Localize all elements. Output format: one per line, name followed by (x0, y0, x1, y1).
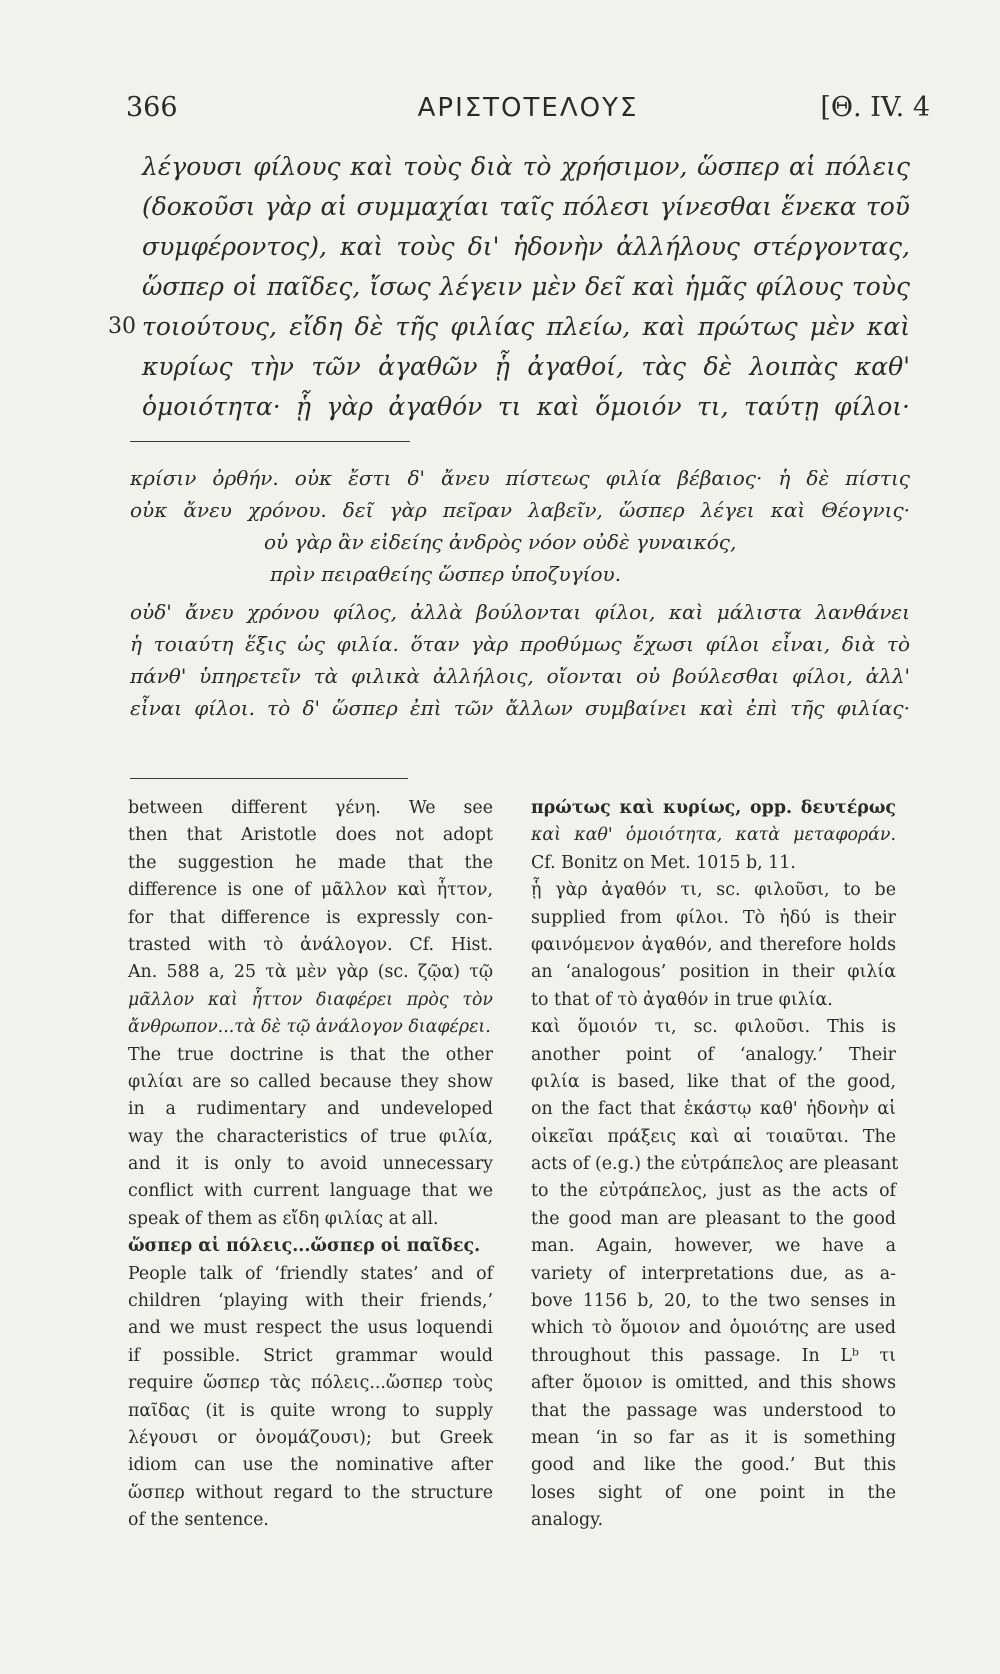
note-line: trasted with τὸ ἀνάλογον. Cf. Hist. (128, 934, 493, 955)
main-text-line: κυρίως τὴν τῶν ἀγαθῶν ᾗ ἀγαθοί, τὰς δὲ λοιπὰς καθ' (142, 352, 910, 381)
note-line: loses sight of one point in the (531, 1482, 896, 1503)
note-line: the suggestion he made that the (128, 852, 493, 873)
note-line: The true doctrine is that the other (128, 1044, 493, 1065)
main-text-line: (δοκοῦσι γὰρ αἱ συμμαχίαι ταῖς πόλεσι γίνεσθαι ἕνεκα τοῦ (142, 192, 910, 221)
notes-right-column (531, 795, 899, 1535)
note-line: children ‘playing with their friends,’ (128, 1291, 493, 1312)
note-line: καὶ καθ' ὁμοιότητα, κατὰ μεταφοράν. (531, 825, 896, 846)
page-number: 366 (126, 92, 178, 123)
note-line: and we must respect the usus loquendi (128, 1318, 493, 1339)
verse-line: οὐ γὰρ ἂν εἰδείης ἀνδρὸς νόον οὐδὲ γυναικός, (264, 530, 737, 554)
note-line: for that difference is expressly con- (128, 907, 493, 928)
main-text-line-numbered (108, 307, 910, 347)
note-line: way the characteristics of true φιλία, (128, 1126, 493, 1147)
note-line: then that Aristotle does not adopt (128, 825, 493, 846)
note-line: which τὸ ὅμοιον and ὁμοιότης are used (531, 1318, 896, 1339)
note-line: οἰκεῖαι πράξεις καὶ αἱ τοιαῦται. The (531, 1126, 896, 1147)
main-text-line: λέγουσι φίλους καὶ τοὺς διὰ τὸ χρήσιμον, ὥσπερ αἱ πόλεις (142, 152, 910, 181)
note-line: λέγουσι or ὀνομάζουσι); but Greek (128, 1427, 493, 1448)
note-line: conflict with current language that we (128, 1181, 493, 1202)
note-line: on the fact that ἑκάστῳ καθ' ἡδονὴν αἱ (531, 1099, 896, 1120)
note-line: difference is one of μᾶλλον καὶ ἧττον, (128, 880, 493, 901)
note-line: of the sentence. (128, 1510, 269, 1531)
note-lemma-line: καὶ ὅμοιόν τι, sc. φιλοῦσι. This is (531, 1017, 896, 1038)
note-line: supplied from φίλοι. Τὸ ἡδύ is their (531, 907, 896, 928)
note-line: φιλία is based, like that of the good, (531, 1071, 896, 1092)
note-line: throughout this passage. In Lᵇ τι (531, 1345, 896, 1366)
commentary-line: πάνθ' ὑπηρετεῖν τὰ φιλικὰ ἀλλήλοις, οἴονται οὐ βούλεσθαι φίλοι, ἀλλ' (130, 664, 910, 688)
note-line: between different γένη. We see (128, 798, 493, 818)
commentary-line: ἡ τοιαύτη ἕξις ὡς φιλία. ὅταν γὰρ προθύμως ἔχωσι φίλοι εἶναι, διὰ τὸ (130, 632, 910, 656)
note-lemma: πρώτως καὶ κυρίως, opp. δευτέρως (531, 798, 896, 818)
line-number: 30 (108, 314, 136, 339)
commentary-line: οὐκ ἄνευ χρόνου. δεῖ γὰρ πεῖραν λαβεῖν, ὥσπερ λέγει καὶ Θέογνις· (130, 498, 910, 522)
note-line: speak of them as εἴδη φιλίας at all. (128, 1208, 439, 1229)
note-line: after ὅμοιον is omitted, and this shows (531, 1373, 896, 1394)
note-line: acts of (e.g.) the εὐτράπελος are pleasant (531, 1154, 899, 1175)
note-line: ἄνθρωπον...τὰ δὲ τῷ ἀνάλογον διαφέρει. (128, 1017, 491, 1038)
note-line: analogy. (531, 1510, 604, 1531)
greek-main-text (108, 147, 910, 427)
divider-rule-top (130, 441, 410, 442)
note-line: An. 588 a, 25 τὰ μὲν γὰρ (sc. ζῷα) τῷ (128, 962, 493, 983)
note-lemma-line: ᾗ γὰρ ἀγαθόν τι, sc. φιλοῦσι, to be (531, 880, 896, 901)
note-line: People talk of ‘friendly states’ and of (128, 1263, 493, 1284)
note-line: that the passage was understood to (531, 1400, 896, 1421)
note-line: variety of interpretations due, as a- (531, 1263, 896, 1284)
note-line: mean ‘in so far as it is something (531, 1427, 896, 1448)
note-line: φιλίαι are so called because they show (128, 1071, 493, 1092)
note-line: ὥσπερ without regard to the structure (128, 1482, 493, 1503)
divider-rule-bottom (130, 778, 408, 779)
main-text-line: συμφέροντος), καὶ τοὺς δι' ἡδονὴν ἀλλήλους στέργοντας, (142, 232, 910, 261)
note-line: the good man are pleasant to the good (531, 1208, 896, 1229)
page-header (126, 88, 930, 128)
note-line: in a rudimentary and undeveloped (128, 1099, 493, 1120)
note-line: if possible. Strict grammar would (128, 1345, 493, 1366)
running-title: ΑΡΙΣΤΟΤΕΛΟΥΣ (417, 93, 639, 123)
note-line: φαινόμενον ἀγαθόν, and therefore holds (531, 934, 896, 955)
note-line: good and like the good.’ But this (531, 1455, 896, 1476)
note-line: man. Again, however, we have a (531, 1236, 896, 1257)
note-line: to that of τὸ ἀγαθόν in true φιλία. (531, 989, 833, 1010)
note-line: an ‘analogous’ position in their φιλία (531, 962, 896, 983)
note-line: require ὥσπερ τὰς πόλεις...ὥσπερ τοὺς (128, 1373, 493, 1394)
commentary-line: κρίσιν ὀρθήν. οὐκ ἔστι δ' ἄνευ πίστεως φιλία βέβαιος· ἡ δὲ πίστις (130, 466, 910, 490)
note-line: another point of ‘analogy.’ Their (531, 1044, 896, 1065)
verse-line: πρὶν πειραθείης ὥσπερ ὑποζυγίου. (270, 562, 622, 586)
note-line: and it is only to avoid unnecessary (128, 1154, 493, 1175)
main-text-line-content: τοιούτους, εἴδη δὲ τῆς φιλίας πλείω, καὶ πρώτως μὲν καὶ (142, 312, 910, 341)
note-line: bove 1156 b, 20, to the two senses in (531, 1291, 896, 1312)
greek-commentary-block (130, 462, 910, 724)
note-line: μᾶλλον καὶ ἧττον διαφέρει πρὸς τὸν (128, 989, 493, 1010)
commentary-line: εἶναι φίλοι. τὸ δ' ὥσπερ ἐπὶ τῶν ἄλλων συμβαίνει καὶ ἐπὶ τῆς φιλίας· (130, 696, 910, 720)
note-line: idiom can use the nominative after (128, 1455, 493, 1476)
note-line: to the εὐτράπελος, just as the acts of (531, 1181, 896, 1202)
notes-left-column (128, 795, 493, 1535)
note-lemma: ὥσπερ αἱ πόλεις...ὥσπερ οἱ παῖδες. (128, 1236, 481, 1257)
note-line: Cf. Bonitz on Met. 1015 b, 11. (531, 852, 796, 873)
note-line: παῖδας (it is quite wrong to supply (128, 1400, 493, 1421)
main-text-line: ὥσπερ οἱ παῖδες, ἴσως λέγειν μὲν δεῖ καὶ ἡμᾶς φίλους τοὺς (142, 272, 910, 301)
main-text-line: ὁμοιότητα· ᾗ γὰρ ἀγαθόν τι καὶ ὅμοιόν τι, ταύτῃ φίλοι· (142, 392, 910, 421)
commentary-line: οὐδ' ἄνευ χρόνου φίλος, ἀλλὰ βούλονται φίλοι, καὶ μάλιστα λανθάνει (130, 600, 910, 624)
section-reference: [Θ. IV. 4 (820, 92, 930, 123)
